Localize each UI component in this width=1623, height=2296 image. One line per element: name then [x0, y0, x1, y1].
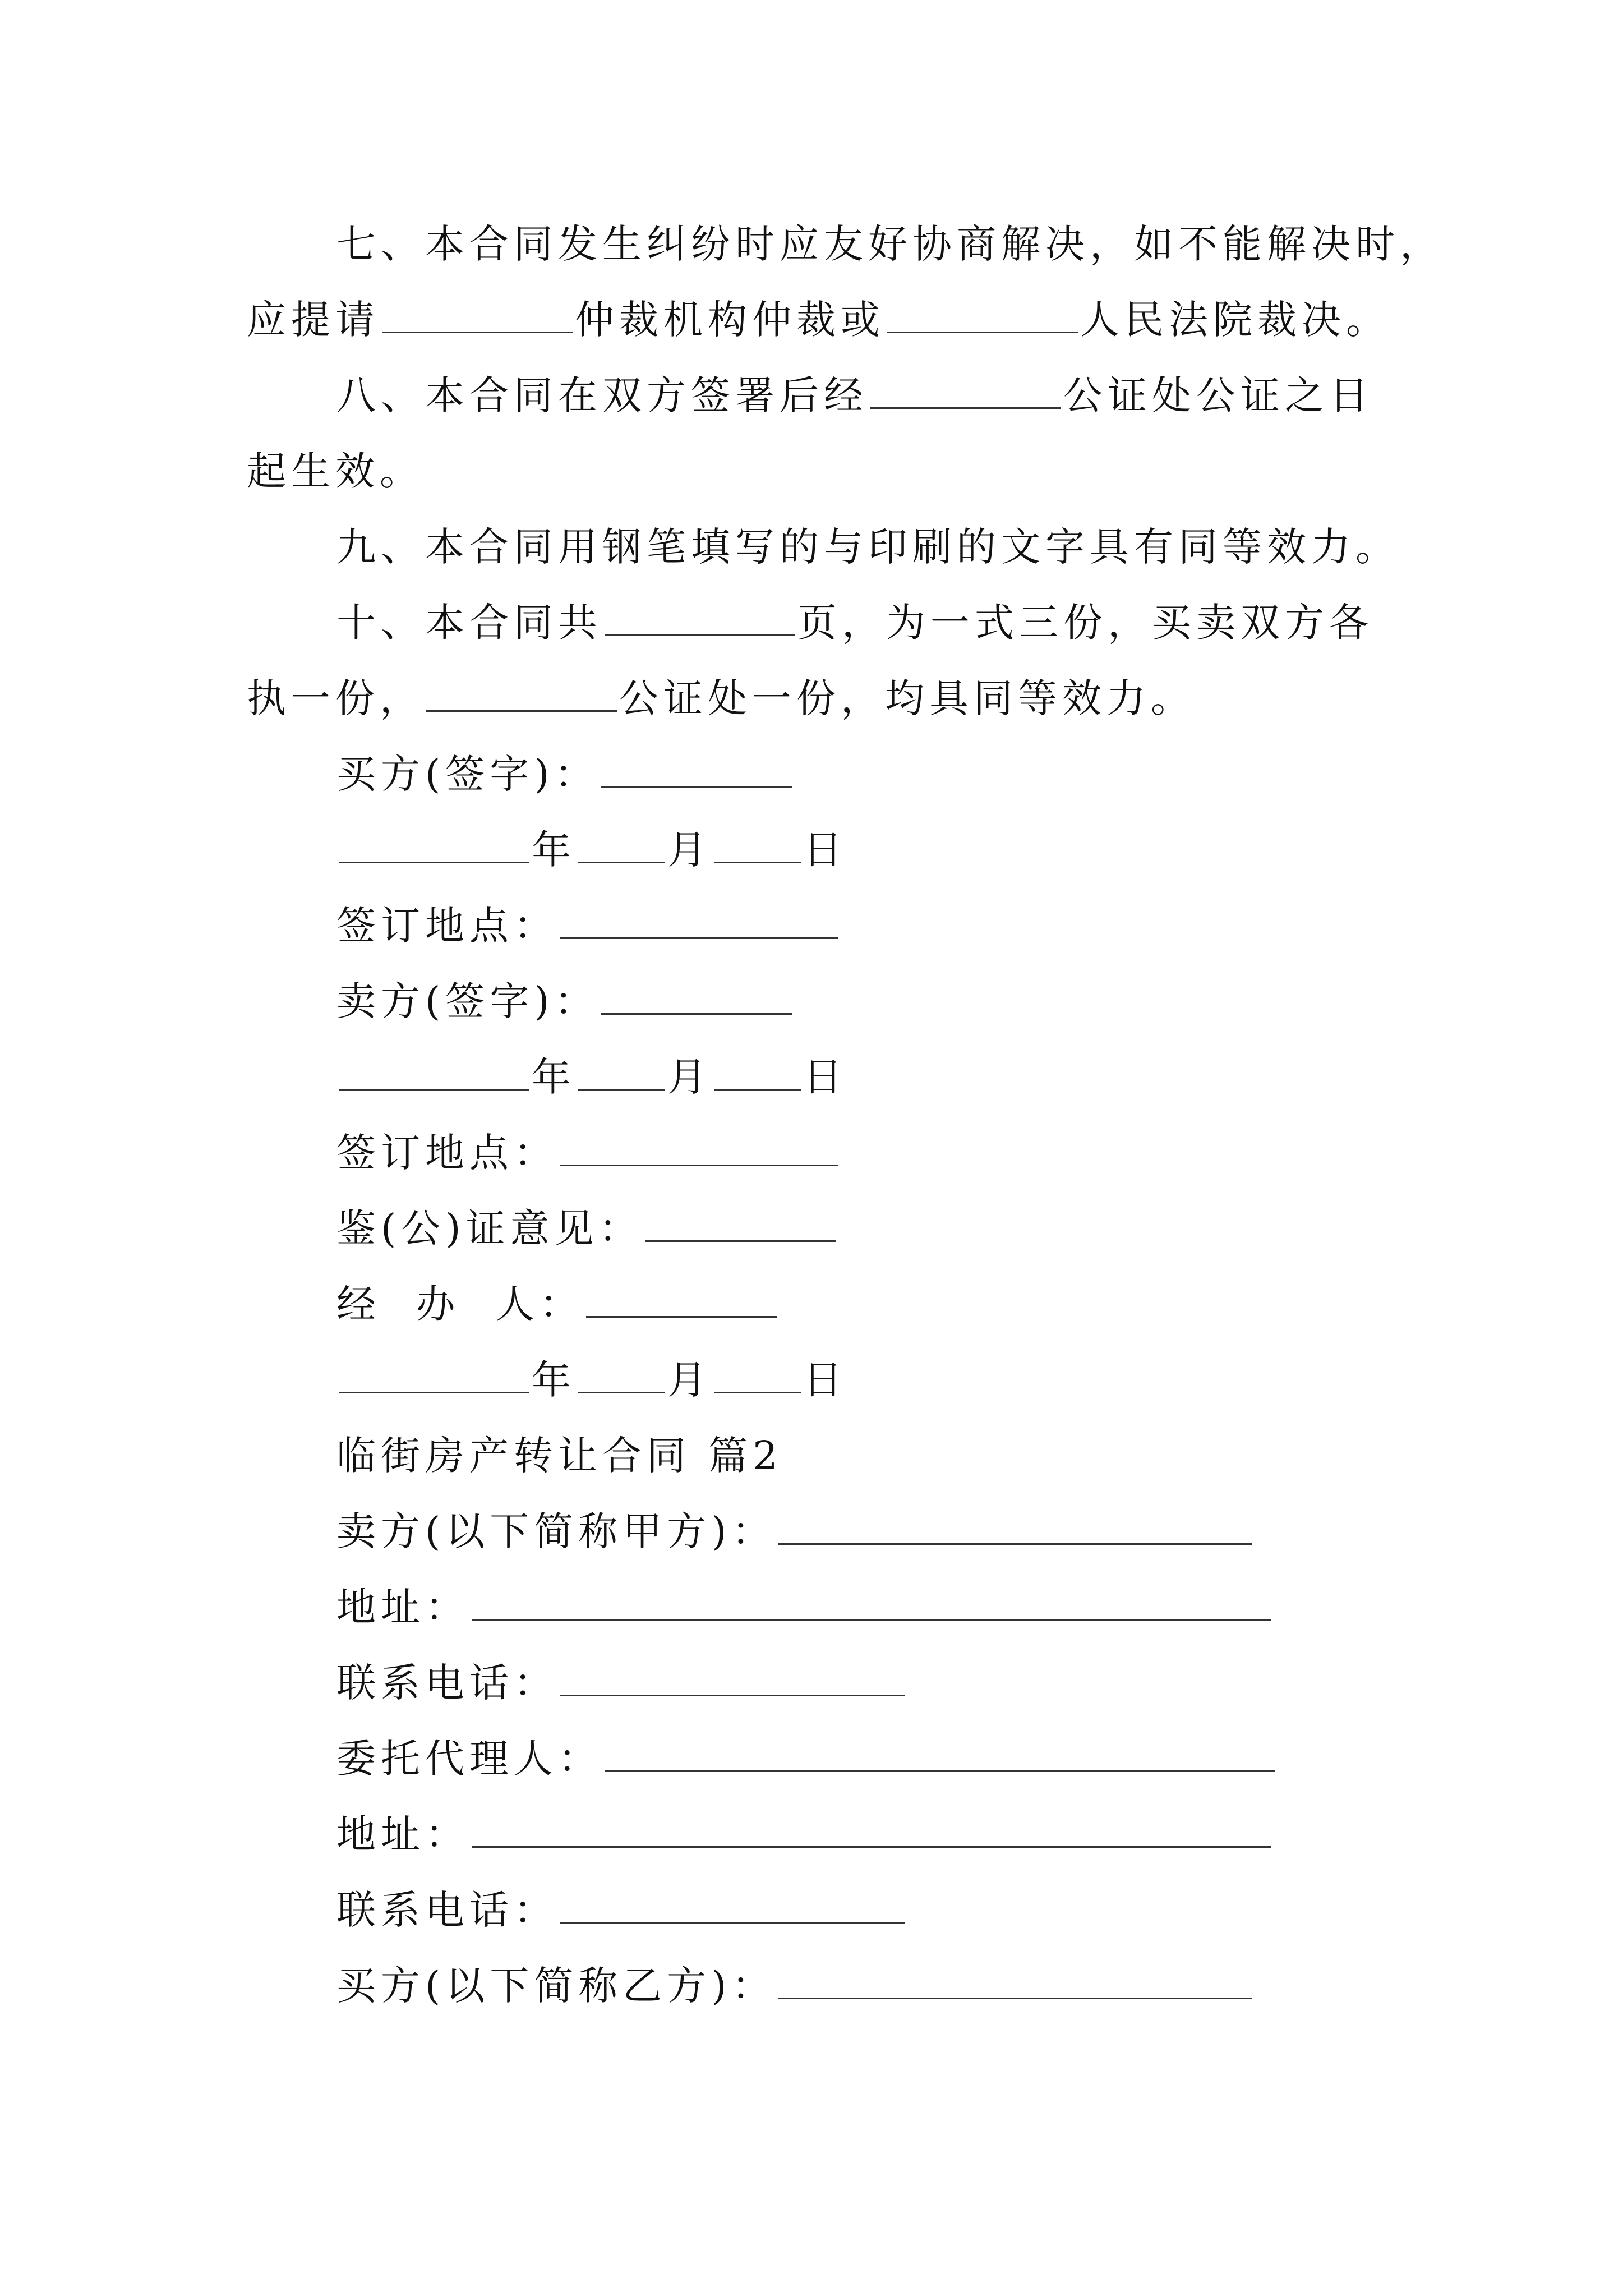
year-blank[interactable]: [339, 827, 529, 863]
agent-line: [0, 1731, 1623, 1787]
month-label: 月: [667, 1054, 712, 1100]
buyer-sign-blank[interactable]: [601, 751, 792, 788]
agent-phone-blank[interactable]: [560, 1887, 905, 1924]
article-10-text-d: 公证处一份，均具同等效力。: [619, 675, 1195, 721]
month-blank[interactable]: [578, 1054, 665, 1091]
article-10-line-2: [0, 670, 1623, 726]
seller-address-line: [0, 1579, 1623, 1635]
address-label: 地址：: [336, 1811, 469, 1857]
year-label: 年: [532, 1357, 576, 1403]
article-8-line-2: [0, 443, 1623, 499]
sign-place-blank[interactable]: [560, 1130, 838, 1166]
sign-place-label: 签订地点：: [336, 903, 558, 949]
seller-party-blank[interactable]: [778, 1508, 1252, 1545]
buyer-date-line: [0, 822, 1623, 878]
agent-address-blank[interactable]: [472, 1811, 1271, 1848]
article-7-text-b: 仲裁机构仲裁或: [575, 297, 885, 343]
article-8-text-b: 公证处公证之日: [1063, 372, 1373, 418]
article-7-text: 七、本合同发生纠纷时应友好协商解决，如不能解决时，: [336, 221, 1444, 267]
notary-opinion-line: [0, 1200, 1623, 1257]
day-label: 日: [803, 1357, 847, 1403]
year-blank[interactable]: [339, 1357, 529, 1393]
month-label: 月: [667, 827, 712, 873]
agent-label: 委托代理人：: [336, 1736, 602, 1782]
buyer-party-label: 买方(以下简称乙方)：: [336, 1963, 776, 2009]
article-10-text-a: 十、本合同共: [336, 600, 602, 646]
arbitration-blank[interactable]: [382, 297, 573, 333]
buyer-sign-label: 买方(签字)：: [336, 751, 599, 797]
buyer-party-blank[interactable]: [778, 1963, 1252, 1999]
seller-address-blank[interactable]: [472, 1584, 1271, 1621]
article-8-text-a: 八、本合同在双方签署后经: [336, 372, 868, 418]
article-9-text: 九、本合同用钢笔填写的与印刷的文字具有同等效力。: [336, 524, 1400, 570]
seller-sign-blank[interactable]: [601, 978, 792, 1015]
phone-label: 联系电话：: [336, 1887, 558, 1933]
day-label: 日: [803, 1054, 847, 1100]
agent-blank[interactable]: [605, 1736, 1275, 1772]
article-8-line-1: [0, 367, 1623, 424]
month-blank[interactable]: [578, 827, 665, 863]
day-blank[interactable]: [714, 827, 801, 863]
buyer-sign-line: [0, 746, 1623, 802]
agent-phone-line: [0, 1882, 1623, 1938]
court-blank[interactable]: [887, 297, 1078, 333]
address-label: 地址：: [336, 1584, 469, 1630]
sign-place-label: 签订地点：: [336, 1130, 558, 1176]
article-8-text-c: 起生效。: [247, 448, 424, 494]
handler-line: [0, 1276, 1623, 1332]
article-7-line-1: [0, 216, 1623, 272]
day-blank[interactable]: [714, 1054, 801, 1091]
day-label: 日: [803, 827, 847, 873]
phone-label: 联系电话：: [336, 1660, 558, 1706]
year-label: 年: [532, 1054, 576, 1100]
article-9-line: [0, 519, 1623, 575]
seller-phone-line: [0, 1655, 1623, 1711]
year-blank[interactable]: [339, 1054, 529, 1091]
article-10-line-1: [0, 595, 1623, 651]
handler-blank[interactable]: [586, 1281, 777, 1318]
article-7-text-c: 人民法院裁决。: [1080, 297, 1390, 343]
seller-place-line: [0, 1125, 1623, 1181]
seller-phone-blank[interactable]: [560, 1660, 905, 1696]
seller-sign-line: [0, 973, 1623, 1029]
buyer-place-line: [0, 898, 1623, 954]
notary-date-line: [0, 1352, 1623, 1408]
handler-label: 经 办 人：: [336, 1281, 584, 1327]
notary-opinion-label: 鉴(公)证意见：: [336, 1205, 643, 1251]
agent-address-line: [0, 1806, 1623, 1862]
article-10-text-b: 页，为一式三份，买卖双方各: [797, 600, 1373, 646]
section-2-title-text: 临街房产转让合同 篇2: [336, 1433, 783, 1479]
article-7-line-2: [0, 292, 1623, 348]
page-count-blank[interactable]: [605, 600, 795, 636]
year-label: 年: [532, 827, 576, 873]
day-blank[interactable]: [714, 1357, 801, 1393]
notary-opinion-blank[interactable]: [645, 1205, 836, 1242]
notary-office-blank[interactable]: [870, 372, 1061, 409]
article-7-text-a: 应提请: [247, 297, 380, 343]
seller-sign-label: 卖方(签字)：: [336, 978, 599, 1024]
month-label: 月: [667, 1357, 712, 1403]
seller-party-label: 卖方(以下简称甲方)：: [336, 1508, 776, 1554]
article-10-text-c: 执一份，: [247, 675, 424, 721]
month-blank[interactable]: [578, 1357, 665, 1393]
section-2-title: [0, 1428, 1623, 1484]
notary-office-blank-2[interactable]: [426, 675, 617, 712]
sign-place-blank[interactable]: [560, 903, 838, 939]
seller-date-line: [0, 1049, 1623, 1105]
buyer-party-line: [0, 1958, 1623, 2014]
seller-party-line: [0, 1503, 1623, 1559]
